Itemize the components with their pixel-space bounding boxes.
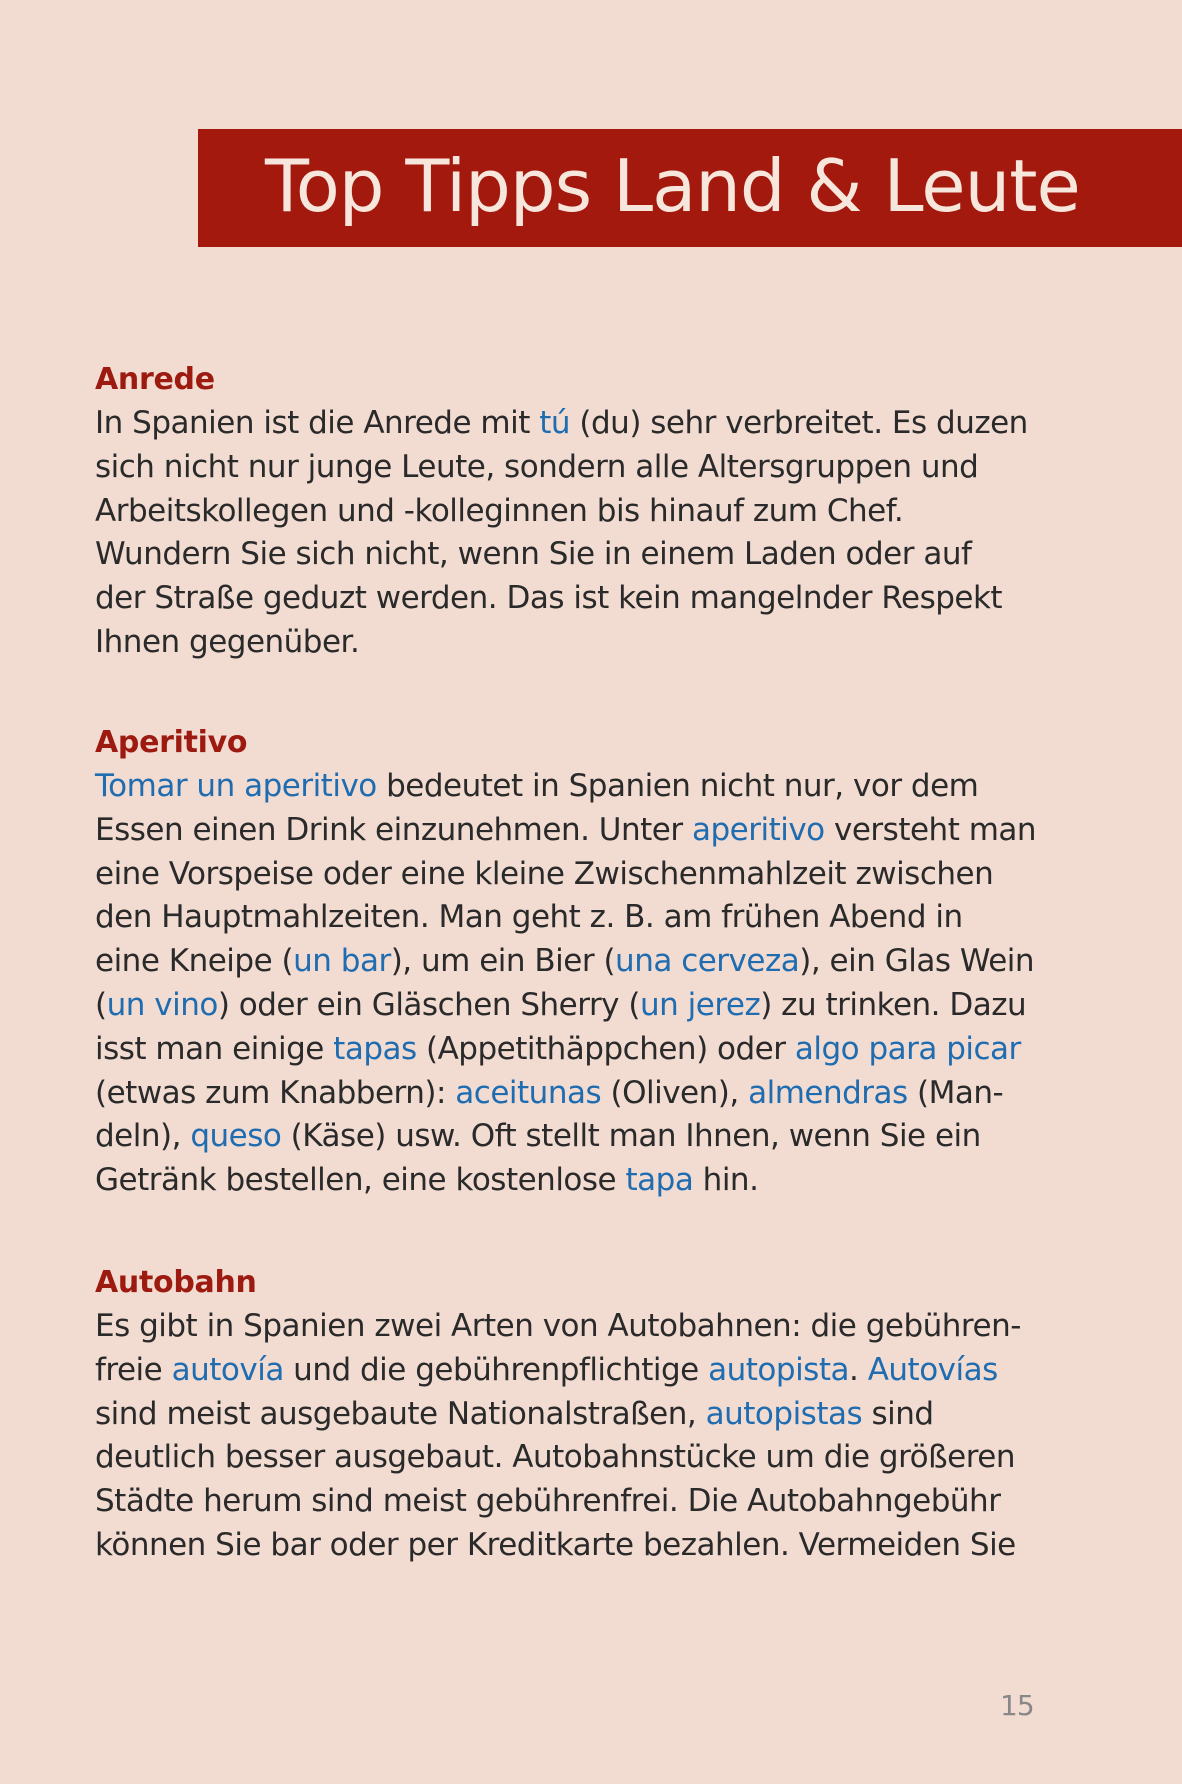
text-line (95, 896, 1095, 940)
spanish-term: una cerveza (615, 943, 800, 980)
text-run: . (848, 1351, 868, 1388)
spanish-term: tú (539, 405, 571, 441)
text-run: eine Vorspeise oder eine kleine Zwischenmahlzeit zwischen (95, 855, 994, 892)
text-run: deln), (95, 1118, 191, 1155)
section-body (95, 765, 1095, 1203)
text-run: hin. (693, 1162, 759, 1199)
text-line (95, 809, 1095, 853)
text-line (95, 1436, 1095, 1480)
text-run: deutlich besser ausgebaut. Autobahnstücke um die größeren (95, 1439, 1015, 1476)
text-run: Essen einen Drink einzunehmen. Unter (95, 811, 692, 848)
text-run: eine Kneipe ( (95, 943, 294, 980)
text-line (95, 533, 1095, 577)
text-line (95, 984, 1095, 1028)
text-line (95, 446, 1095, 490)
section-body (95, 1305, 1095, 1568)
text-run: ) oder ein Gläschen Sherry ( (217, 986, 640, 1023)
text-run: ( (95, 986, 107, 1023)
text-run: versteht man (824, 811, 1037, 848)
text-run: isst man einige (95, 1030, 334, 1067)
text-run: In Spanien ist die Anrede mit (95, 405, 540, 441)
spanish-term: aperitivo (691, 811, 825, 848)
spanish-term: un bar (293, 943, 391, 980)
spanish-term: autopista (708, 1351, 849, 1388)
spanish-term: Tomar un aperitivo (95, 768, 377, 804)
spanish-term: tapa (625, 1162, 694, 1199)
text-line (95, 1159, 1095, 1203)
spanish-term: un jerez (639, 986, 761, 1023)
text-line (95, 853, 1095, 897)
text-run: Städte herum sind meist gebührenfrei. Die Autobahngebühr (95, 1483, 1001, 1520)
page-number: 15 (1000, 1689, 1034, 1722)
text-line (95, 621, 1095, 665)
text-run: (Oliven), (601, 1074, 749, 1111)
spanish-term: autovía (171, 1351, 284, 1388)
section-autobahn (95, 1261, 1095, 1568)
text-line (95, 577, 1095, 621)
text-run: ), um ein Bier ( (390, 943, 616, 980)
text-run: (du) sehr verbreitet. Es duzen (570, 405, 1028, 441)
section-heading: Aperitivo (95, 725, 248, 760)
text-line (95, 490, 1095, 534)
text-run: ) zu trinken. Dazu (760, 986, 1027, 1023)
text-line (95, 402, 1095, 446)
section-body (95, 402, 1095, 665)
text-line (95, 1115, 1095, 1159)
text-run: der Straße geduzt werden. Das ist kein mangelnder Respekt (95, 580, 1003, 617)
text-run: (Appetithäppchen) oder (416, 1030, 795, 1067)
page-title: Top Tipps Land & Leute (265, 144, 1080, 228)
spanish-term: queso (190, 1118, 282, 1155)
text-run: sind meist ausgebaute Nationalstraßen, (95, 1395, 706, 1432)
section-heading: Autobahn (95, 1265, 257, 1300)
text-run: (etwas zum Knabbern): (95, 1074, 456, 1111)
text-line (95, 1072, 1095, 1116)
spanish-term: aceitunas (455, 1074, 602, 1111)
text-line (95, 1524, 1095, 1568)
text-line (95, 1349, 1095, 1393)
text-line (95, 765, 1095, 809)
text-run: Arbeitskollegen und -kolleginnen bis hinauf zum Chef. (95, 492, 904, 529)
spanish-term: almendras (748, 1074, 908, 1111)
section-heading: Anrede (95, 362, 215, 397)
spanish-term: tapas (333, 1030, 417, 1067)
spanish-term: algo para picar (794, 1030, 1021, 1067)
text-run: können Sie bar oder per Kreditkarte bezahlen. Vermeiden Sie (95, 1526, 1016, 1563)
text-run: ), ein Glas Wein (799, 943, 1035, 980)
text-run: (Käse) usw. Oft stellt man Ihnen, wenn Sie ein (281, 1118, 981, 1155)
text-run: und die gebührenpflichtige (283, 1351, 709, 1388)
spanish-term: Autovías (867, 1351, 998, 1388)
text-line (95, 1393, 1095, 1437)
section-anrede (95, 358, 1095, 665)
text-run: freie (95, 1351, 172, 1388)
text-run: sich nicht nur junge Leute, sondern alle Altersgruppen und (95, 448, 979, 485)
text-line (95, 1305, 1095, 1349)
text-run: den Hauptmahlzeiten. Man geht z. B. am frühen Abend in (95, 899, 963, 936)
text-line (95, 940, 1095, 984)
text-line (95, 1480, 1095, 1524)
text-run: Es gibt in Spanien zwei Arten von Autobahnen: die gebühren- (95, 1308, 1021, 1344)
text-line (95, 1028, 1095, 1072)
text-run: bedeutet in Spanien nicht nur, vor dem (376, 768, 979, 804)
text-run: sind (862, 1395, 934, 1432)
text-run: (Man- (907, 1074, 1004, 1111)
text-run: Ihnen gegenüber. (95, 623, 360, 660)
text-run: Getränk bestellen, eine kostenlose (95, 1162, 626, 1199)
text-run: Wundern Sie sich nicht, wenn Sie in einem Laden oder auf (95, 536, 972, 573)
spanish-term: autopistas (705, 1395, 863, 1432)
spanish-term: un vino (106, 986, 218, 1023)
section-aperitivo (95, 721, 1095, 1203)
